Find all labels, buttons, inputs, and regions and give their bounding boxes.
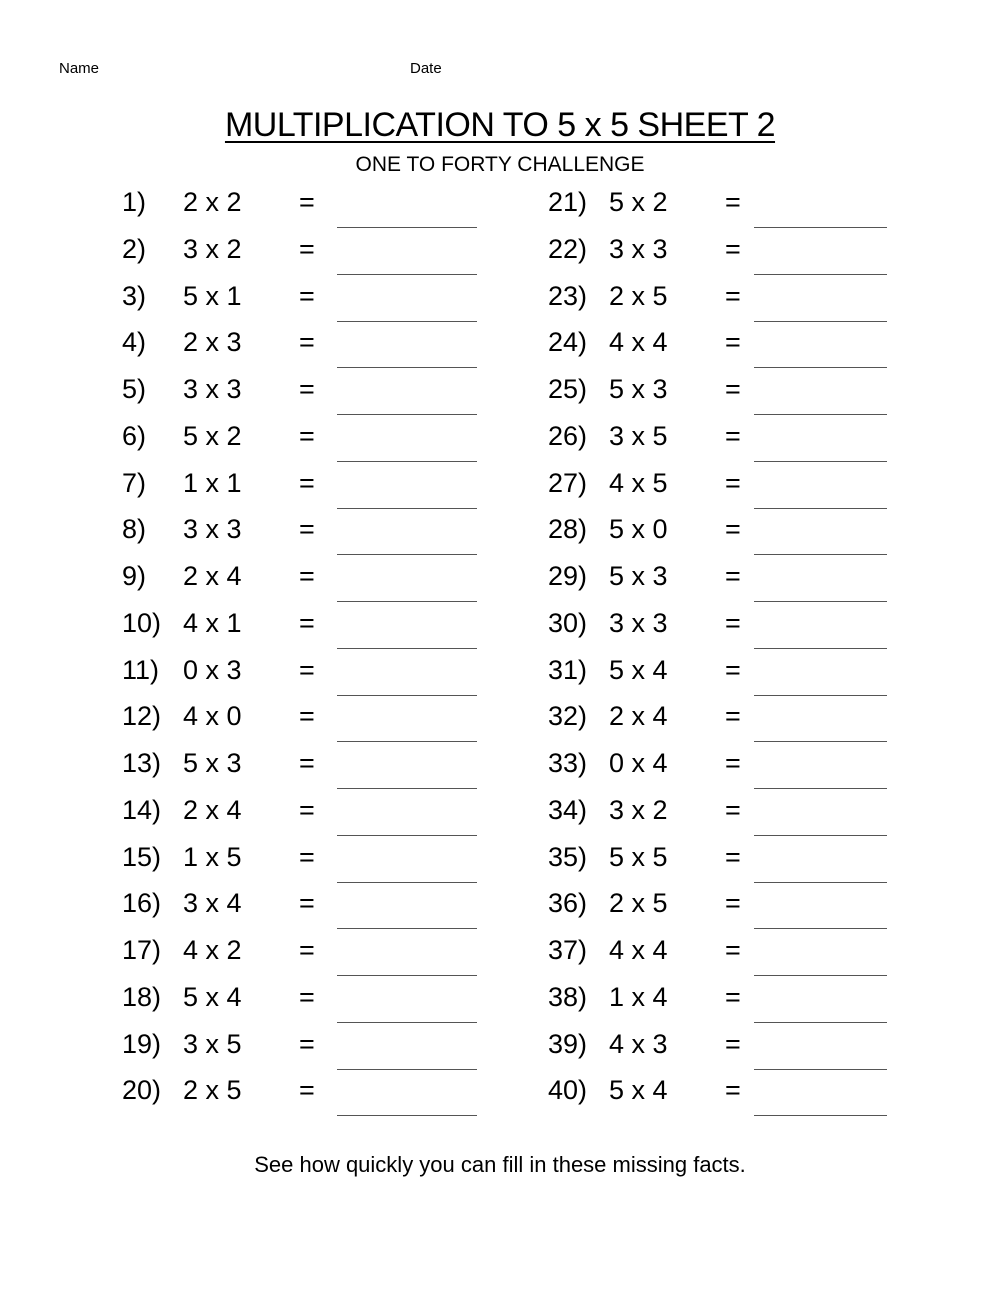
equals-sign: = [725, 327, 741, 358]
problem-number: 22) [548, 233, 588, 264]
answer-blank[interactable] [754, 1115, 887, 1116]
problem-row [548, 842, 948, 889]
problem-expression: 5 x 2 [183, 420, 242, 451]
equals-sign: = [725, 233, 741, 264]
problem-number: 4) [122, 327, 147, 358]
problem-number: 21) [548, 187, 588, 217]
problem-expression: 4 x 4 [609, 935, 668, 965]
answer-blank[interactable] [337, 461, 477, 462]
answer-blank[interactable] [337, 975, 477, 976]
problem-row [548, 561, 948, 608]
problem-expression: 0 x 3 [183, 654, 242, 685]
problem-expression: 3 x 4 [183, 888, 242, 919]
answer-blank[interactable] [337, 508, 477, 509]
problem-expression: 3 x 2 [609, 794, 668, 825]
equals-sign: = [725, 701, 741, 732]
problem-expression: 4 x 5 [609, 467, 668, 498]
problem-row [548, 187, 948, 234]
problem-row [548, 1029, 948, 1076]
problem-expression: 2 x 4 [183, 561, 242, 591]
problem-expression: 4 x 3 [609, 1028, 668, 1059]
answer-blank[interactable] [754, 975, 887, 976]
equals-sign: = [725, 981, 741, 1012]
problem-row [548, 748, 948, 795]
problem-number: 16) [122, 888, 162, 919]
problem-number: 20) [122, 1075, 162, 1106]
answer-blank[interactable] [337, 554, 477, 555]
problem-expression: 3 x 5 [609, 420, 668, 451]
problem-number: 27) [548, 467, 588, 498]
problem-number: 34) [548, 794, 588, 825]
problem-expression: 5 x 3 [183, 748, 242, 778]
answer-blank[interactable] [337, 928, 477, 929]
problem-row [548, 234, 948, 281]
problem-expression: 5 x 3 [609, 561, 668, 591]
problem-row [548, 935, 948, 982]
equals-sign: = [299, 514, 315, 545]
equals-sign: = [725, 514, 741, 545]
equals-sign: = [299, 607, 315, 638]
problem-expression: 1 x 4 [609, 981, 668, 1012]
answer-blank[interactable] [754, 554, 887, 555]
problem-expression: 2 x 5 [183, 1075, 242, 1106]
equals-sign: = [299, 981, 315, 1012]
worksheet-title: MULTIPLICATION TO 5 x 5 SHEET 2 [224, 106, 776, 144]
problem-row [548, 421, 948, 468]
answer-blank[interactable] [337, 367, 477, 368]
problem-expression: 2 x 5 [609, 888, 668, 919]
problem-row [548, 608, 948, 655]
problem-number: 23) [548, 280, 588, 311]
problem-row [548, 701, 948, 748]
equals-sign: = [299, 1075, 315, 1106]
problem-number: 30) [548, 607, 588, 638]
problem-row [548, 1075, 948, 1122]
equals-sign: = [725, 420, 741, 451]
problem-number: 38) [548, 981, 588, 1012]
equals-sign: = [299, 841, 315, 872]
equals-sign: = [299, 748, 315, 778]
equals-sign: = [725, 841, 741, 872]
equals-sign: = [725, 607, 741, 638]
equals-sign: = [299, 701, 315, 732]
problem-expression: 4 x 2 [183, 935, 242, 965]
answer-blank[interactable] [754, 835, 887, 836]
problem-number: 1) [122, 187, 147, 217]
worksheet-subtitle: ONE TO FORTY CHALLENGE [355, 153, 645, 176]
answer-blank[interactable] [754, 741, 887, 742]
problem-expression: 5 x 1 [183, 280, 242, 311]
problem-expression: 2 x 3 [183, 327, 242, 358]
problem-row [548, 982, 948, 1029]
equals-sign: = [725, 280, 741, 311]
problem-number: 6) [122, 420, 147, 451]
answer-blank[interactable] [337, 1022, 477, 1023]
equals-sign: = [725, 794, 741, 825]
problem-expression: 1 x 5 [183, 841, 242, 872]
answer-blank[interactable] [754, 274, 887, 275]
answer-blank[interactable] [754, 1069, 887, 1070]
problem-number: 40) [548, 1075, 588, 1106]
problem-expression: 2 x 5 [609, 280, 668, 311]
answer-blank[interactable] [754, 321, 887, 322]
problem-expression: 2 x 4 [609, 701, 668, 732]
problem-row [548, 281, 948, 328]
problem-number: 32) [548, 701, 588, 732]
problem-number: 9) [122, 561, 147, 591]
equals-sign: = [299, 467, 315, 498]
answer-blank[interactable] [754, 508, 887, 509]
footer-instructions: See how quickly you can fill in these missing facts. [254, 1152, 746, 1177]
problem-number: 12) [122, 701, 162, 732]
problem-expression: 5 x 2 [609, 187, 668, 217]
answer-blank[interactable] [754, 788, 887, 789]
problem-number: 2) [122, 233, 147, 264]
problem-number: 8) [122, 514, 147, 545]
equals-sign: = [725, 654, 741, 685]
answer-blank[interactable] [754, 928, 887, 929]
equals-sign: = [725, 935, 741, 965]
problem-expression: 2 x 4 [183, 794, 242, 825]
answer-blank[interactable] [337, 1069, 477, 1070]
equals-sign: = [299, 1028, 315, 1059]
answer-blank[interactable] [337, 835, 477, 836]
problem-expression: 3 x 2 [183, 233, 242, 264]
problem-number: 18) [122, 981, 162, 1012]
problem-row [548, 374, 948, 421]
equals-sign: = [299, 654, 315, 685]
problem-number: 31) [548, 654, 588, 685]
equals-sign: = [725, 374, 741, 404]
equals-sign: = [299, 280, 315, 311]
equals-sign: = [299, 327, 315, 358]
equals-sign: = [725, 1028, 741, 1059]
problem-row [548, 795, 948, 842]
equals-sign: = [299, 935, 315, 965]
equals-sign: = [725, 561, 741, 591]
equals-sign: = [725, 187, 741, 217]
problem-number: 10) [122, 607, 162, 638]
problem-expression: 1 x 1 [183, 467, 242, 498]
answer-blank[interactable] [754, 461, 887, 462]
problem-number: 39) [548, 1028, 588, 1059]
answer-blank[interactable] [337, 601, 477, 602]
problem-number: 33) [548, 748, 588, 778]
problem-number: 25) [548, 374, 588, 404]
problem-number: 17) [122, 935, 162, 965]
answer-blank[interactable] [337, 695, 477, 696]
answer-blank[interactable] [337, 788, 477, 789]
equals-sign: = [299, 561, 315, 591]
problem-number: 3) [122, 280, 147, 311]
problem-number: 7) [122, 467, 147, 498]
problem-expression: 2 x 2 [183, 187, 242, 217]
problem-expression: 0 x 4 [609, 748, 668, 778]
problem-number: 24) [548, 327, 588, 358]
problem-row [548, 655, 948, 702]
equals-sign: = [725, 748, 741, 778]
problem-number: 35) [548, 841, 588, 872]
problem-expression: 5 x 0 [609, 514, 668, 545]
problem-number: 11) [122, 654, 160, 685]
answer-blank[interactable] [754, 367, 887, 368]
problem-expression: 5 x 4 [609, 654, 668, 685]
problem-expression: 3 x 3 [183, 374, 242, 404]
problem-number: 5) [122, 374, 147, 404]
problem-number: 13) [122, 748, 162, 778]
problem-expression: 5 x 4 [183, 981, 242, 1012]
equals-sign: = [299, 233, 315, 264]
problem-row [548, 327, 948, 374]
problem-number: 28) [548, 514, 588, 545]
problem-row [548, 468, 948, 515]
problem-expression: 5 x 5 [609, 841, 668, 872]
problem-number: 15) [122, 841, 162, 872]
answer-blank[interactable] [754, 227, 887, 228]
problem-expression: 4 x 1 [183, 607, 242, 638]
equals-sign: = [725, 1075, 741, 1106]
problem-number: 36) [548, 888, 588, 919]
answer-blank[interactable] [754, 882, 887, 883]
problem-expression: 3 x 5 [183, 1028, 242, 1059]
answer-blank[interactable] [754, 695, 887, 696]
equals-sign: = [299, 794, 315, 825]
equals-sign: = [299, 888, 315, 919]
problem-expression: 5 x 3 [609, 374, 668, 404]
problem-number: 26) [548, 420, 588, 451]
problem-number: 37) [548, 935, 588, 965]
problem-row [548, 888, 948, 935]
answer-blank[interactable] [337, 882, 477, 883]
problem-row [548, 514, 948, 561]
problem-expression: 3 x 3 [183, 514, 242, 545]
answer-blank[interactable] [337, 648, 477, 649]
answer-blank[interactable] [754, 648, 887, 649]
answer-blank[interactable] [337, 227, 477, 228]
equals-sign: = [725, 888, 741, 919]
answer-blank[interactable] [337, 274, 477, 275]
equals-sign: = [299, 374, 315, 404]
answer-blank[interactable] [337, 414, 477, 415]
problem-number: 29) [548, 561, 588, 591]
date-label: Date [410, 60, 442, 77]
answer-blank[interactable] [754, 601, 887, 602]
problem-number: 19) [122, 1028, 162, 1059]
equals-sign: = [299, 420, 315, 451]
answer-blank[interactable] [337, 321, 477, 322]
answer-blank[interactable] [337, 1115, 477, 1116]
problem-expression: 4 x 0 [183, 701, 242, 732]
answer-blank[interactable] [754, 414, 887, 415]
equals-sign: = [299, 187, 315, 217]
problem-number: 14) [122, 794, 162, 825]
answer-blank[interactable] [337, 741, 477, 742]
problem-expression: 4 x 4 [609, 327, 668, 358]
equals-sign: = [725, 467, 741, 498]
problem-expression: 3 x 3 [609, 233, 668, 264]
problem-expression: 3 x 3 [609, 607, 668, 638]
name-label: Name [59, 60, 100, 77]
problem-expression: 5 x 4 [609, 1075, 668, 1106]
answer-blank[interactable] [754, 1022, 887, 1023]
